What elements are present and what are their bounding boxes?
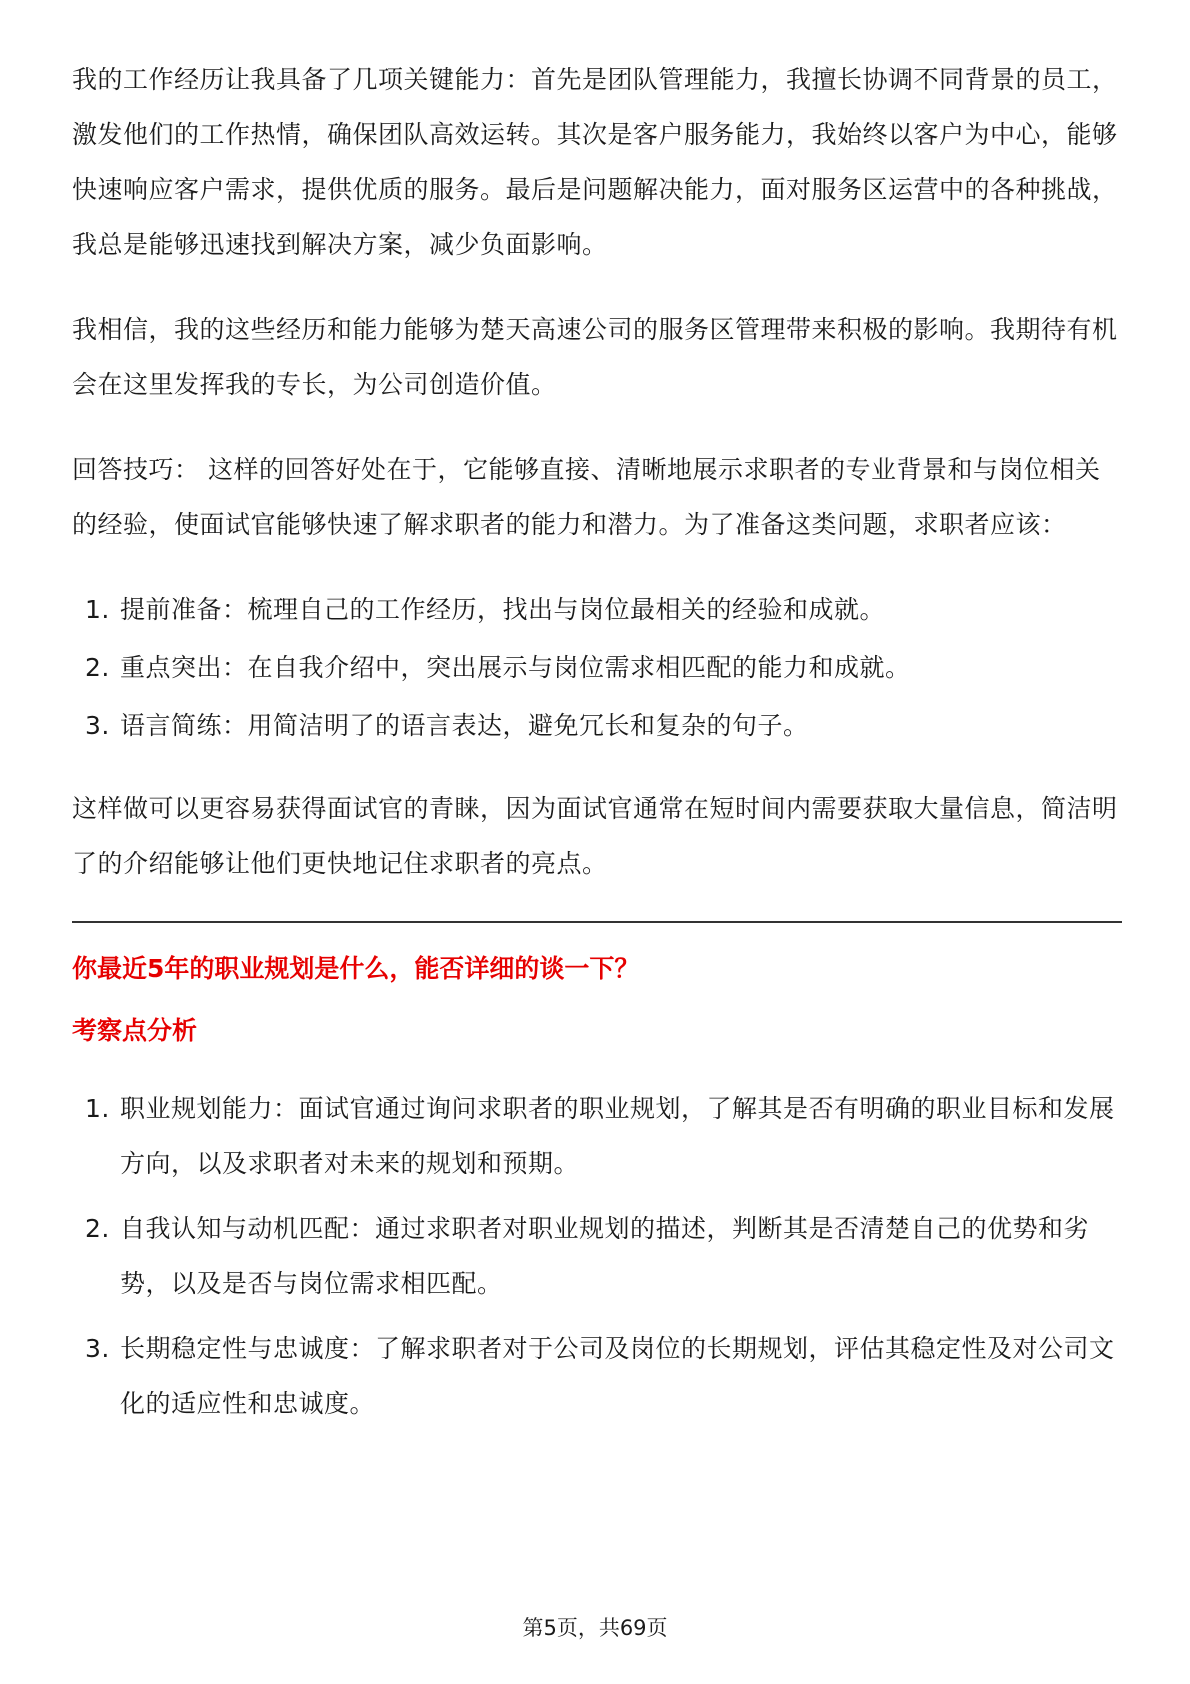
paragraph-closing: 这样做可以更容易获得面试官的青睐，因为面试官通常在短时间内需要获取大量信息，简洁明了的介绍能够让他们更快地记住求职者的亮点。 <box>72 794 1118 878</box>
list-item <box>72 640 1122 695</box>
paragraph-experience: 我的工作经历让我具备了几项关键能力：首先是团队管理能力，我擅长协调不同背景的员工，激发他们的工作热情，确保团队高效运转。其次是客户服务能力，我始终以客户为中心，能够快速响应客户需求，提供优质的服务。最后是问题解决能力，面对服务区运营中的各种挑战，我总是能够迅速找到解决方案，减少负面影响。 <box>72 65 1118 259</box>
paragraph-answer-tips: 回答技巧： 这样的回答好处在于，它能够直接、清晰地展示求职者的专业背景和与岗位相关的经验，使面试官能够快速了解求职者的能力和潜力。为了准备这类问题，求职者应该： <box>72 455 1101 539</box>
question-heading: 你最近5年的职业规划是什么，能否详细的谈一下？ <box>72 954 640 983</box>
list-item-text: 提前准备：梳理自己的工作经历，找出与岗位最相关的经验和成就。 <box>120 595 886 624</box>
list-item <box>72 582 1122 637</box>
list-number: 3. <box>85 1334 110 1363</box>
list-item-text: 语言简练：用简洁明了的语言表达，避免冗长和复杂的句子。 <box>120 711 809 740</box>
list-number: 1. <box>85 1094 110 1123</box>
list-item <box>72 1321 1122 1431</box>
section-divider <box>72 921 1122 923</box>
list-number: 3. <box>85 711 110 740</box>
list-item-text: 长期稳定性与忠诚度：了解求职者对于公司及岗位的长期规划，评估其稳定性及对公司文化的适应性和忠诚度。 <box>120 1334 1115 1418</box>
list-number: 1. <box>85 595 110 624</box>
list-item-text: 职业规划能力：面试官通过询问求职者的职业规划，了解其是否有明确的职业目标和发展方向，以及求职者对未来的规划和预期。 <box>120 1094 1115 1178</box>
page-content <box>72 52 1122 1459</box>
list-number: 2. <box>85 653 110 682</box>
list-number: 2. <box>85 1214 110 1243</box>
paragraph-belief: 我相信，我的这些经历和能力能够为楚天高速公司的服务区管理带来积极的影响。我期待有机会在这里发挥我的专长，为公司创造价值。 <box>72 315 1118 399</box>
list-item <box>72 1081 1122 1191</box>
list-item <box>72 1201 1122 1311</box>
list-item-text: 重点突出：在自我介绍中，突出展示与岗位需求相匹配的能力和成就。 <box>120 653 911 682</box>
analysis-list <box>72 1081 1122 1431</box>
list-item-text: 自我认知与动机匹配：通过求职者对职业规划的描述，判断其是否清楚自己的优势和劣势，以及是否与岗位需求相匹配。 <box>120 1214 1090 1298</box>
tips-list <box>72 582 1122 753</box>
list-item <box>72 698 1122 753</box>
analysis-heading: 考察点分析 <box>72 1016 198 1045</box>
page-footer: 第5页，共69页 <box>522 1616 668 1640</box>
